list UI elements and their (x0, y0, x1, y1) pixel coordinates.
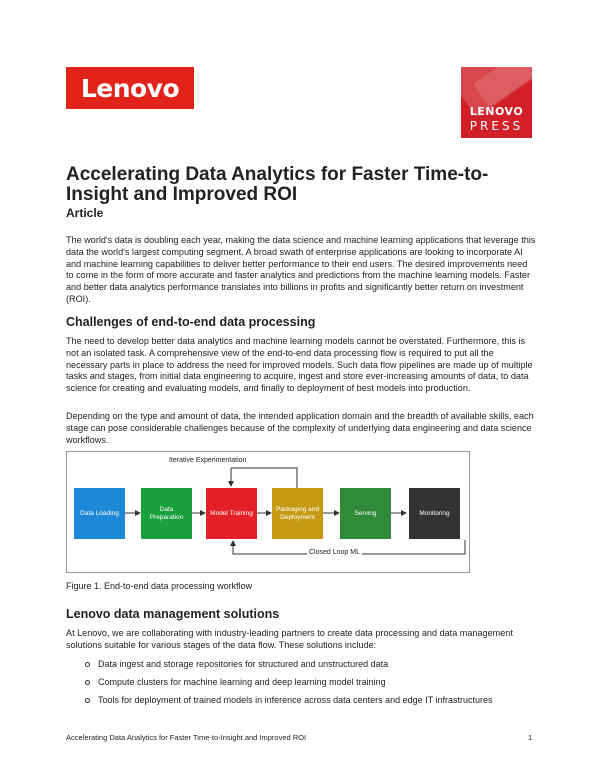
box-packaging-deployment (272, 488, 323, 539)
page-number: 1 (528, 733, 533, 742)
box-label: Serving (354, 509, 377, 517)
box-monitoring (409, 488, 460, 539)
workflow-figure (66, 451, 470, 573)
feedback-line-top (231, 468, 297, 488)
solutions-paragraph: At Lenovo, we are collaborating with industry-leading partners to create data processing and data management solutions suitable for various stages of the data flow. These solutions include: (66, 628, 513, 650)
challenges-paragraph-2: Depending on the type and amount of data, the intended application domain and the breadth of available skills, each stage can pose considerable challenges because of the complexity of underlying data engineering and data science workflows. (66, 411, 534, 445)
closed-loop-ml-label: Closed Loop ML (309, 549, 360, 556)
lenovo-logo (66, 67, 194, 109)
footer-title: Accelerating Data Analytics for Faster Time-to-Insight and Improved ROI (66, 733, 307, 742)
list-item (85, 695, 545, 706)
list-item (85, 659, 545, 670)
press-logo-line2: PRESS (469, 119, 524, 133)
list-item (85, 677, 545, 688)
bullet-icon (85, 662, 90, 667)
intro-paragraph: The world's data is doubling each year, making the data science and machine learning applications that leverage this data the world's largest computing segment. A broad swath of enterprise applications are looking to incorporate AI and machine learning capabilities to deliver better performance to their end users. The desired improvements need to come in the form of more accurate and faster analytics and predictions from the machine learning models. Faster and better data analytics performance translates into billions in profits and significantly better return on investment (ROI). (66, 235, 536, 304)
iterative-experimentation-label: Iterative Experimentation (169, 457, 247, 464)
figure-caption: Figure 1. End-to-end data processing workflow (66, 581, 253, 591)
press-logo-line1: LENOVO (469, 105, 524, 118)
box-label: Data Preparation (149, 505, 184, 521)
section-heading-challenges: Challenges of end-to-end data processing (66, 315, 316, 329)
box-serving (340, 488, 391, 539)
list-item-text: Data ingest and storage repositories for structured and unstructured data (98, 659, 389, 669)
lenovo-logo-text: Lenovo (80, 73, 180, 103)
bullet-icon (85, 698, 90, 703)
page-subtitle: Article (66, 206, 104, 220)
box-data-loading (74, 488, 125, 539)
box-label: Model Training (210, 509, 253, 517)
challenges-paragraph-1: The need to develop better data analytics and machine learning models cannot be overstated. Furthermore, this is not an isolated task. A comprehensive view of the end-to-end data processing flow is required to put all the necessary parts in place to address the need for improved models. Such data flow pipelines are made up of multiple tasks and stages, from initial data engineering to acquire, ingest and store ever-increasing amounts of data, to data science for creating and evaluating models, and finally to deployment of best models into production. (66, 336, 533, 394)
list-item-text: Compute clusters for machine learning and deep learning model training (98, 677, 386, 687)
list-item-text: Tools for deployment of trained models in inference across data centers and edge IT infrastructures (98, 695, 493, 705)
box-model-training (206, 488, 257, 539)
lenovo-press-logo (461, 67, 532, 138)
box-data-preparation (141, 488, 192, 539)
box-label: Data Loading (80, 509, 119, 517)
bullet-icon (85, 680, 90, 685)
box-label: Packaging and Deployment (275, 505, 319, 521)
section-heading-solutions: Lenovo data management solutions (66, 607, 280, 621)
page-title: Accelerating Data Analytics for Faster Time-to-Insight and Improved ROI (66, 164, 489, 205)
solutions-list (85, 659, 545, 713)
box-label: Monitoring (419, 509, 450, 517)
